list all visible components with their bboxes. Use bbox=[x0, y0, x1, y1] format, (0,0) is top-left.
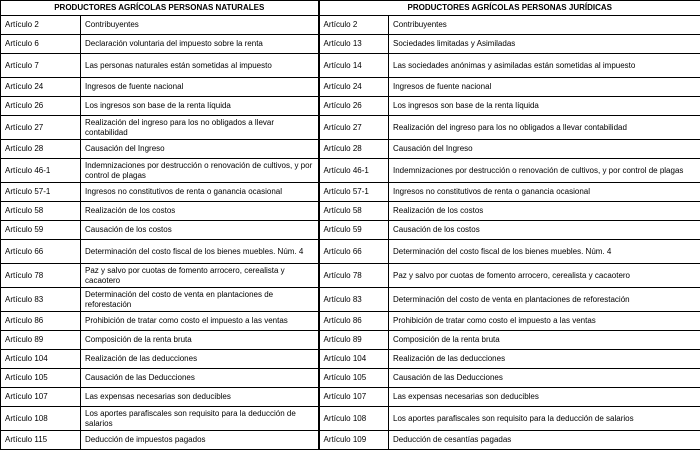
header-personas-juridicas: PRODUCTORES AGRÍCOLAS PERSONAS JURÍDICAS bbox=[319, 1, 700, 16]
table-row bbox=[1, 221, 700, 240]
article-natural-cell: Artículo 89 bbox=[1, 331, 81, 350]
description-juridica-cell: Realización del ingreso para los no obligados a llevar contabilidad bbox=[389, 116, 700, 140]
article-juridica-cell: Artículo 28 bbox=[319, 140, 389, 159]
article-natural-cell: Artículo 2 bbox=[1, 16, 81, 35]
description-juridica-cell: Los aportes parafiscales son requisito para la deducción de salarios bbox=[389, 407, 700, 431]
article-juridica-cell: Artículo 2 bbox=[319, 16, 389, 35]
article-juridica-cell: Artículo 57-1 bbox=[319, 183, 389, 202]
table-row bbox=[1, 78, 700, 97]
table-row bbox=[1, 288, 700, 312]
article-juridica-cell: Artículo 83 bbox=[319, 288, 389, 312]
description-natural-cell: Causación de los costos bbox=[81, 221, 319, 240]
article-natural-cell: Artículo 115 bbox=[1, 431, 81, 450]
description-natural-cell: Prohibición de tratar como costo el impuesto a las ventas bbox=[81, 312, 319, 331]
description-natural-cell: Los aportes parafiscales son requisito para la deducción de salarios bbox=[81, 407, 319, 431]
article-juridica-cell: Artículo 27 bbox=[319, 116, 389, 140]
description-natural-cell: Paz y salvo por cuotas de fomento arrocero, cerealista y cacaotero bbox=[81, 264, 319, 288]
table-row bbox=[1, 54, 700, 78]
description-juridica-cell: Causación de los costos bbox=[389, 221, 700, 240]
description-natural-cell: Las expensas necesarias son deducibles bbox=[81, 388, 319, 407]
description-natural-cell: Causación del Ingreso bbox=[81, 140, 319, 159]
description-natural-cell: Realización del ingreso para los no obligados a llevar contabilidad bbox=[81, 116, 319, 140]
table-row bbox=[1, 16, 700, 35]
table-body bbox=[1, 16, 700, 450]
description-natural-cell: Realización de las deducciones bbox=[81, 350, 319, 369]
description-natural-cell: Realización de los costos bbox=[81, 202, 319, 221]
description-natural-cell: Deducción de impuestos pagados bbox=[81, 431, 319, 450]
description-natural-cell: Determinación del costo fiscal de los bienes muebles. Núm. 4 bbox=[81, 240, 319, 264]
article-juridica-cell: Artículo 78 bbox=[319, 264, 389, 288]
description-natural-cell: Causación de las Deducciones bbox=[81, 369, 319, 388]
article-juridica-cell: Artículo 13 bbox=[319, 35, 389, 54]
article-juridica-cell: Artículo 107 bbox=[319, 388, 389, 407]
description-juridica-cell: Causación de las Deducciones bbox=[389, 369, 700, 388]
article-juridica-cell: Artículo 108 bbox=[319, 407, 389, 431]
article-natural-cell: Artículo 46-1 bbox=[1, 159, 81, 183]
article-juridica-cell: Artículo 104 bbox=[319, 350, 389, 369]
description-juridica-cell: Determinación del costo fiscal de los bienes muebles. Núm. 4 bbox=[389, 240, 700, 264]
article-juridica-cell: Artículo 26 bbox=[319, 97, 389, 116]
table-row bbox=[1, 240, 700, 264]
description-natural-cell: Declaración voluntaria del impuesto sobre la renta bbox=[81, 35, 319, 54]
article-juridica-cell: Artículo 66 bbox=[319, 240, 389, 264]
table-header bbox=[1, 1, 700, 16]
article-natural-cell: Artículo 105 bbox=[1, 369, 81, 388]
article-natural-cell: Artículo 86 bbox=[1, 312, 81, 331]
description-natural-cell: Contribuyentes bbox=[81, 16, 319, 35]
description-natural-cell: Indemnizaciones por destrucción o renovación de cultivos, y por control de plagas bbox=[81, 159, 319, 183]
article-natural-cell: Artículo 28 bbox=[1, 140, 81, 159]
table-row bbox=[1, 183, 700, 202]
description-natural-cell: Los ingresos son base de la renta líquida bbox=[81, 97, 319, 116]
article-juridica-cell: Artículo 58 bbox=[319, 202, 389, 221]
description-juridica-cell: Paz y salvo por cuotas de fomento arrocero, cerealista y cacaotero bbox=[389, 264, 700, 288]
table-row bbox=[1, 331, 700, 350]
article-juridica-cell: Artículo 59 bbox=[319, 221, 389, 240]
description-juridica-cell: Prohibición de tratar como costo el impuesto a las ventas bbox=[389, 312, 700, 331]
header-personas-naturales: PRODUCTORES AGRÍCOLAS PERSONAS NATURALES bbox=[1, 1, 319, 16]
article-juridica-cell: Artículo 86 bbox=[319, 312, 389, 331]
description-juridica-cell: Deducción de cesantías pagadas bbox=[389, 431, 700, 450]
description-juridica-cell: Realización de las deducciones bbox=[389, 350, 700, 369]
article-natural-cell: Artículo 58 bbox=[1, 202, 81, 221]
description-juridica-cell: Causación del Ingreso bbox=[389, 140, 700, 159]
description-natural-cell: Las personas naturales están sometidas al impuesto bbox=[81, 54, 319, 78]
description-natural-cell: Ingresos no constitutivos de renta o ganancia ocasional bbox=[81, 183, 319, 202]
article-juridica-cell: Artículo 14 bbox=[319, 54, 389, 78]
table-row bbox=[1, 35, 700, 54]
article-juridica-cell: Artículo 24 bbox=[319, 78, 389, 97]
description-juridica-cell: Las expensas necesarias son deducibles bbox=[389, 388, 700, 407]
description-natural-cell: Determinación del costo de venta en plantaciones de reforestación bbox=[81, 288, 319, 312]
article-juridica-cell: Artículo 109 bbox=[319, 431, 389, 450]
description-juridica-cell: Composición de la renta bruta bbox=[389, 331, 700, 350]
article-natural-cell: Artículo 108 bbox=[1, 407, 81, 431]
article-natural-cell: Artículo 78 bbox=[1, 264, 81, 288]
article-natural-cell: Artículo 27 bbox=[1, 116, 81, 140]
article-natural-cell: Artículo 66 bbox=[1, 240, 81, 264]
article-natural-cell: Artículo 59 bbox=[1, 221, 81, 240]
article-natural-cell: Artículo 107 bbox=[1, 388, 81, 407]
table-row bbox=[1, 97, 700, 116]
table-row bbox=[1, 159, 700, 183]
article-natural-cell: Artículo 57-1 bbox=[1, 183, 81, 202]
article-natural-cell: Artículo 83 bbox=[1, 288, 81, 312]
description-juridica-cell: Ingresos no constitutivos de renta o ganancia ocasional bbox=[389, 183, 700, 202]
description-juridica-cell: Las sociedades anónimas y asimiladas están sometidas al impuesto bbox=[389, 54, 700, 78]
description-juridica-cell: Sociedades limitadas y Asimiladas bbox=[389, 35, 700, 54]
article-natural-cell: Artículo 6 bbox=[1, 35, 81, 54]
description-juridica-cell: Los ingresos son base de la renta líquida bbox=[389, 97, 700, 116]
description-juridica-cell: Determinación del costo de venta en plantaciones de reforestación bbox=[389, 288, 700, 312]
table-row bbox=[1, 431, 700, 450]
description-juridica-cell: Contribuyentes bbox=[389, 16, 700, 35]
table-row bbox=[1, 388, 700, 407]
description-natural-cell: Composición de la renta bruta bbox=[81, 331, 319, 350]
table-row bbox=[1, 140, 700, 159]
article-juridica-cell: Artículo 46-1 bbox=[319, 159, 389, 183]
article-natural-cell: Artículo 104 bbox=[1, 350, 81, 369]
table-row bbox=[1, 116, 700, 140]
table-row bbox=[1, 407, 700, 431]
table-row bbox=[1, 264, 700, 288]
article-natural-cell: Artículo 24 bbox=[1, 78, 81, 97]
table-row bbox=[1, 369, 700, 388]
article-juridica-cell: Artículo 89 bbox=[319, 331, 389, 350]
description-juridica-cell: Indemnizaciones por destrucción o renovación de cultivos, y por control de plagas bbox=[389, 159, 700, 183]
article-natural-cell: Artículo 7 bbox=[1, 54, 81, 78]
description-natural-cell: Ingresos de fuente nacional bbox=[81, 78, 319, 97]
article-natural-cell: Artículo 26 bbox=[1, 97, 81, 116]
table-row bbox=[1, 350, 700, 369]
table-row bbox=[1, 312, 700, 331]
article-juridica-cell: Artículo 105 bbox=[319, 369, 389, 388]
description-juridica-cell: Realización de los costos bbox=[389, 202, 700, 221]
table-row bbox=[1, 202, 700, 221]
description-juridica-cell: Ingresos de fuente nacional bbox=[389, 78, 700, 97]
